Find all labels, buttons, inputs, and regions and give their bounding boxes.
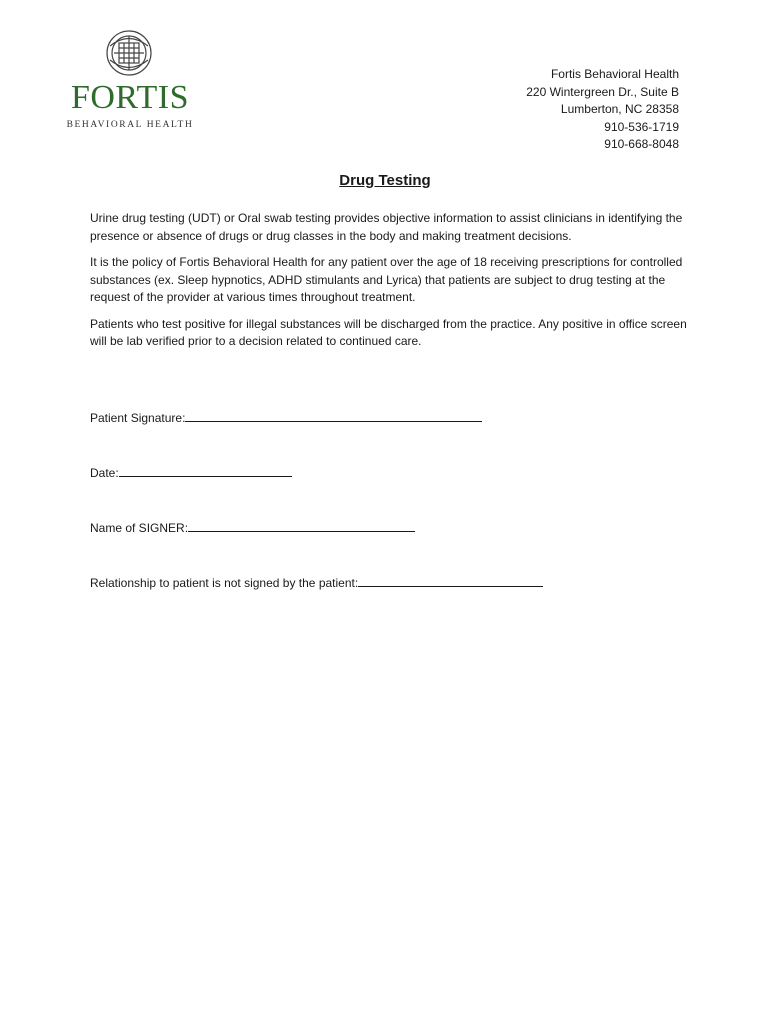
- street-address: 220 Wintergreen Dr., Suite B: [526, 84, 679, 99]
- celtic-knot-emblem-icon: [104, 26, 154, 80]
- patient-signature-label: Patient Signature:: [90, 411, 186, 425]
- date-label: Date:: [90, 466, 119, 480]
- policy-text: [90, 210, 690, 360]
- patient-signature-line[interactable]: [185, 409, 482, 422]
- patient-signature-field: [90, 409, 482, 425]
- date-field: [90, 464, 292, 480]
- city-state-zip: Lumberton, NC 28358: [560, 102, 679, 116]
- relationship-label: Relationship to patient is not signed by the patient:: [90, 576, 359, 590]
- paragraph-discharge: Patients who test positive for illegal substances will be discharged from the practice. Any positive in office screen will be lab verified prior to a decision related to continued care.: [90, 316, 687, 348]
- signer-name-label: Name of SIGNER:: [90, 521, 189, 535]
- address-block: [526, 66, 679, 154]
- logo-wordmark: FORTIS: [70, 79, 190, 116]
- relationship-line[interactable]: [358, 574, 543, 587]
- org-name: Fortis Behavioral Health: [550, 67, 679, 81]
- paragraph-policy: It is the policy of Fortis Behavioral Health for any patient over the age of 18 receiving prescriptions for controlled substances (ex. Sleep hypnotics, ADHD stimulants and Lyrica) that patients are subject to drug testing at the request of the provider at various times throughout treatment.: [90, 255, 683, 304]
- relationship-field: [90, 574, 543, 590]
- date-line[interactable]: [119, 464, 292, 477]
- logo-subtitle: BEHAVIORAL HEALTH: [66, 120, 194, 130]
- paragraph-testing-info: Urine drug testing (UDT) or Oral swab testing provides objective information to assist clinicians in identifying the presence or absence of drugs or drug classes in the body and making treatment decisions.: [90, 211, 683, 243]
- phone-number-1: 910-536-1719: [604, 119, 679, 134]
- signer-name-field: [90, 519, 415, 535]
- document-title: Drug Testing: [339, 172, 431, 189]
- phone-number-2: 910-668-8048: [604, 137, 679, 151]
- fortis-logo: [64, 26, 196, 134]
- signer-name-line[interactable]: [188, 519, 415, 532]
